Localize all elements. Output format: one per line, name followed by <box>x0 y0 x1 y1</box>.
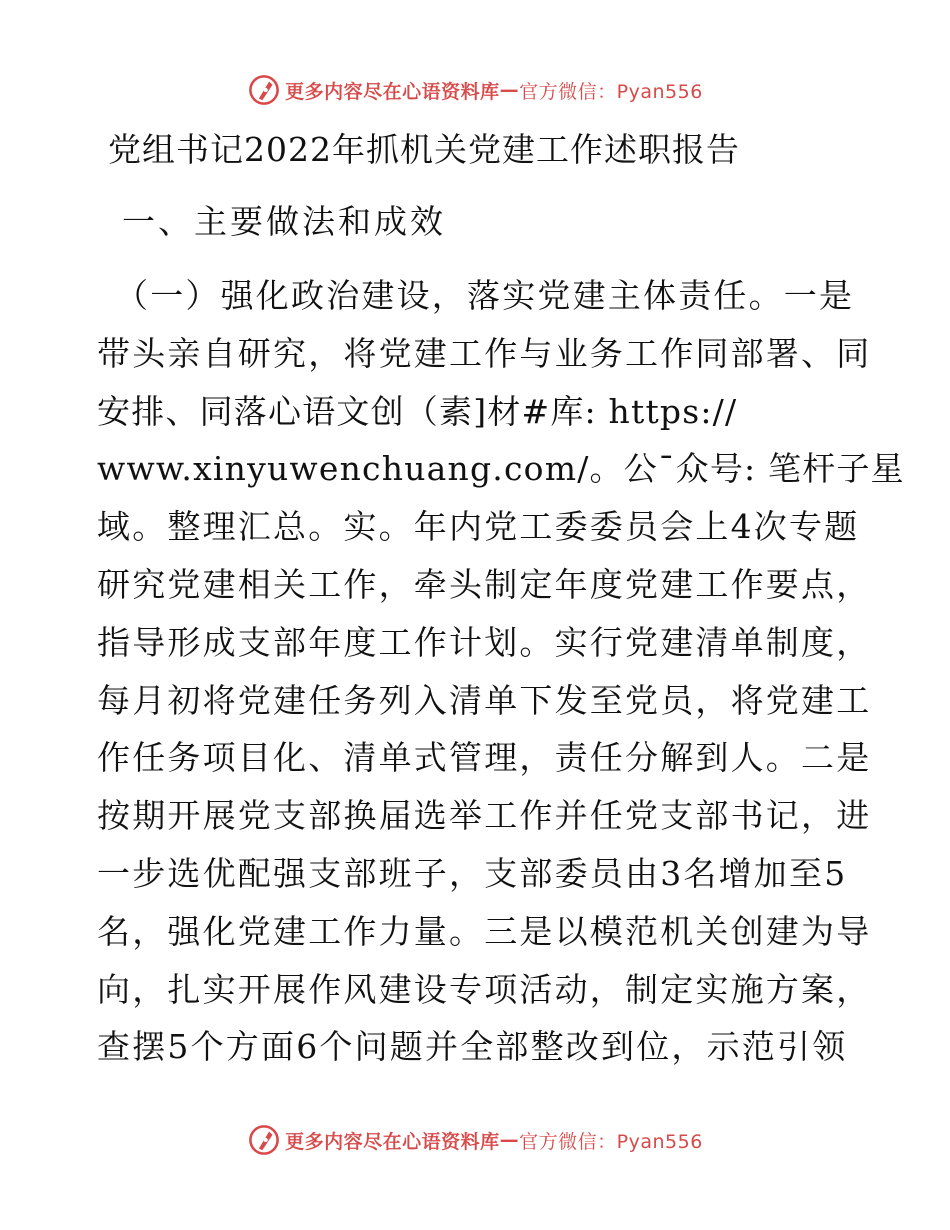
body-line-11: 一步选优配强支部班子，支部委员由3名增加至5 <box>97 853 848 893</box>
watermark-dash: — <box>499 1129 520 1151</box>
body-line-7: 指导形成支部年度工作计划。实行党建清单制度， <box>97 622 872 662</box>
body-line-3: 安排、同落心语文创（素]材#库: https:// <box>97 391 738 431</box>
body-paragraph <box>97 272 905 1081</box>
footer-watermark <box>0 1120 950 1160</box>
body-line-10: 按期开展党支部换届选举工作并任党支部书记，进 <box>97 796 872 836</box>
body-line-9: 作任务项目化、清单式管理，责任分解到人。二是 <box>97 738 872 778</box>
body-line-14: 查摆5个方面6个问题并全部整改到位，示范引领 <box>97 1027 848 1067</box>
body-line-12: 名，强化党建工作力量。三是以模范机关创建为导 <box>97 911 872 951</box>
pen-nib-icon <box>247 1123 281 1157</box>
watermark-main-text: 更多内容尽在心语资料库 <box>285 1130 500 1153</box>
pen-nib-icon <box>247 73 281 107</box>
body-line-5: 域。整理汇总。实。年内党工委委员会上4次专题 <box>97 507 860 547</box>
body-line-2: 带头亲自研究，将党建工作与业务工作同部署、同 <box>97 333 872 373</box>
body-line-1: （一）强化政治建设，落实党建主体责任。一是 <box>115 276 855 315</box>
section-heading: 一、主要做法和成效 <box>122 202 446 241</box>
body-line-8: 每月初将党建任务列入清单下发至党员，将党建工 <box>97 680 872 720</box>
watermark-main-text: 更多内容尽在心语资料库 <box>285 80 500 103</box>
watermark-wechat-text: 官方微信：Pyan556 <box>519 80 703 103</box>
body-line-4: www.xinyuwenchuang.com/。公¯众号: 笔杆子星 <box>97 449 905 489</box>
header-watermark <box>0 70 950 110</box>
document-title: 党组书记2022年抓机关党建工作述职报告 <box>108 130 740 169</box>
body-line-6: 研究党建相关工作，牵头制定年度党建工作要点， <box>97 564 872 604</box>
watermark-dash: — <box>499 79 520 101</box>
body-line-13: 向，扎实开展作风建设专项活动，制定实施方案， <box>97 969 872 1009</box>
watermark-wechat-text: 官方微信：Pyan556 <box>519 1130 703 1153</box>
